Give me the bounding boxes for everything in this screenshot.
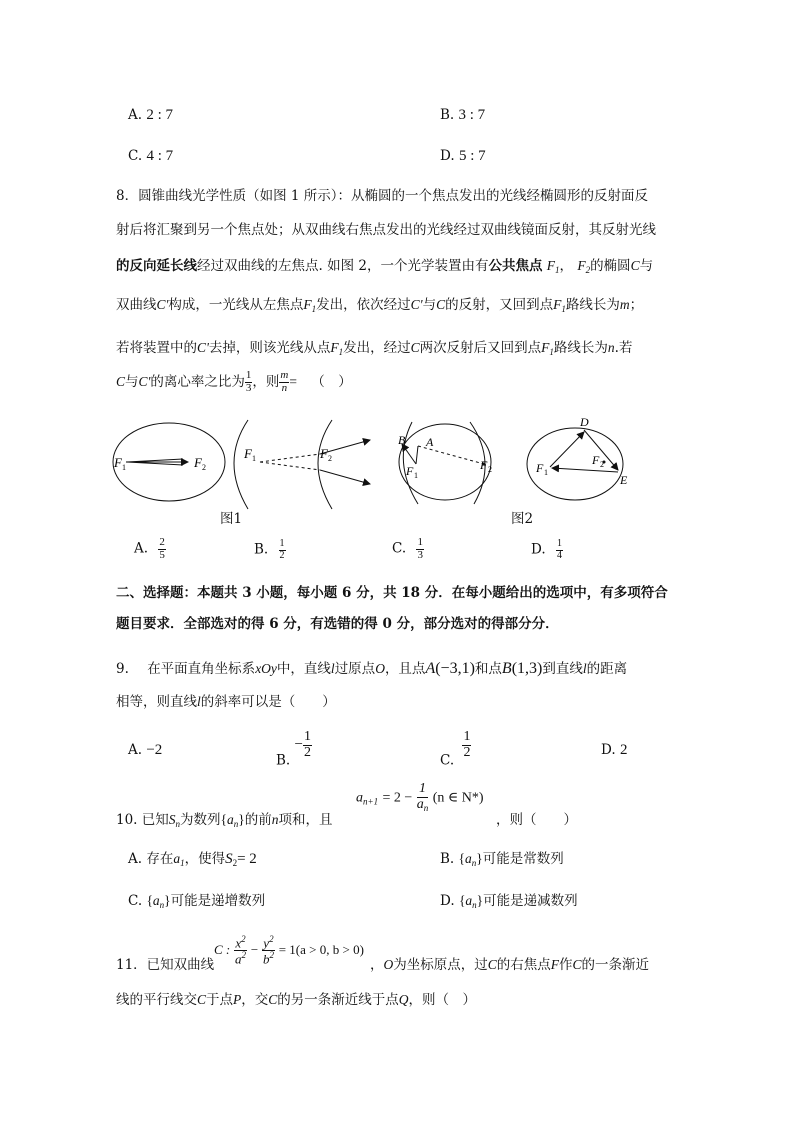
option-label: D.: [531, 541, 546, 558]
option-label: C.: [392, 540, 407, 557]
math-an-set: $\{a_n\}$: [146, 893, 171, 910]
svg-text:F: F: [480, 458, 488, 472]
math-an-set: $\{a_n\}$: [458, 893, 484, 910]
q7-option-a: [128, 107, 173, 124]
option-label: A.: [134, 540, 149, 557]
q8-line-2: 射后将汇聚到另一个焦点处；从双曲线右焦点发出的光线经过双曲线镜面反射，其反射光线: [116, 222, 656, 238]
question-number: 9.: [116, 661, 129, 677]
q11-line-1-end: [370, 953, 649, 973]
math-eq: = 2 −: [382, 790, 413, 806]
math-O: O: [375, 661, 385, 676]
math-eq: = 1(a > 0, b > 0): [278, 941, 364, 957]
math-fraction-y: $\frac{y^2}{b^2}$: [262, 934, 274, 967]
option-fraction: $\frac{2}{5}$: [159, 536, 165, 561]
text: 发出，依次经过: [316, 297, 411, 313]
q8-option-c: [392, 537, 424, 561]
svg-text:F: F: [244, 446, 252, 461]
math-m: m: [619, 297, 630, 312]
q10-option-d: [440, 889, 578, 910]
text: 中，直线: [276, 661, 331, 677]
option-value: −2: [146, 742, 163, 758]
q7-option-d: [440, 148, 486, 165]
q8-line-4: [116, 293, 643, 314]
section-heading-line-1: 二、选择题：本题共 3 小题，每小题 6 分，共 18 分．在每小题给出的选项中，有多项符合: [116, 585, 668, 601]
text: 和点: [474, 661, 502, 677]
q11-hyperbola-equation: C : $\frac{x^2}{a^2}$ − $\frac{y^2}{b^2}$ = 1(a > 0, b > 0): [214, 934, 364, 967]
math-B: B: [501, 660, 512, 677]
svg-text:F: F: [536, 461, 544, 475]
q9-option-b: [276, 730, 312, 769]
math-C: C: [630, 258, 640, 273]
text: 路线长为: [553, 340, 608, 356]
math-C-prime: C': [410, 297, 423, 312]
fig2-triangle-ellipse-diagram: [527, 415, 628, 500]
text: 与: [639, 258, 654, 274]
math-n: n: [271, 812, 279, 827]
svg-text:F: F: [406, 464, 414, 478]
q8-line-6: [116, 370, 352, 395]
svg-text:B: B: [398, 433, 406, 447]
math-C-prime: C': [156, 297, 169, 312]
q10-option-b: [440, 847, 564, 868]
q11-line-1-start: 11．已知双曲线: [116, 957, 215, 973]
text: 过原点: [334, 661, 376, 677]
text: 的斜率可以是（ ）: [200, 694, 336, 710]
text: 的椭圆: [590, 258, 631, 274]
math-Sn: $S_n$: [168, 812, 181, 829]
option-label: B.: [440, 107, 455, 123]
text: 项和，且: [278, 812, 333, 828]
q9-line-2: [116, 690, 336, 710]
fig2-caption: 图2: [511, 511, 534, 527]
q10-tail: ，则（ ）: [496, 812, 577, 828]
text: 作: [559, 957, 573, 973]
text: 与: [125, 374, 139, 390]
math-A-coord: (−3,1): [435, 660, 475, 677]
text: 存在: [146, 851, 174, 867]
option-label: B.: [440, 851, 455, 867]
math-n: n: [607, 340, 615, 355]
math-an-set: $\{a_n\}$: [220, 812, 245, 829]
math-C-prime: C': [197, 340, 209, 355]
option-fraction: $\frac{1}{2}$: [303, 729, 311, 760]
text: 线的平行线交: [116, 992, 197, 1008]
text: 10. 已知: [116, 812, 169, 828]
math-Q: Q: [398, 992, 409, 1007]
math-F: F: [550, 957, 560, 972]
option-label: B.: [254, 541, 269, 558]
q7-option-b: [440, 107, 485, 124]
option-label: D.: [440, 148, 455, 164]
math-an-set: $\{a_n\}$: [458, 851, 483, 868]
svg-text:2: 2: [202, 463, 206, 472]
q9-option-c: [440, 730, 471, 769]
text: 经过双曲线的左焦点. 如图 2，一个光学装置由有: [197, 258, 489, 274]
svg-text:A: A: [426, 435, 434, 449]
option-value: 2 : 7: [146, 107, 174, 123]
svg-text:E: E: [620, 473, 628, 487]
math-C: C: [197, 992, 207, 1007]
fraction-m-over-n: $\frac{m}{n}$: [280, 369, 289, 394]
option-label: C.: [128, 893, 143, 909]
svg-text:2: 2: [600, 460, 604, 469]
svg-text:D: D: [580, 415, 589, 429]
math-F1: $F_1$: [546, 258, 560, 275]
q8-option-d: [531, 539, 563, 561]
option-value: 2: [619, 742, 628, 758]
fig1-caption: 图1: [220, 511, 243, 527]
q7-option-c: [128, 148, 173, 165]
fig2-ellipse-hyperbola-diagram: [398, 422, 492, 504]
math-l: l: [197, 694, 201, 709]
q8-line-1: 8．圆锥曲线光学性质（如图 1 所示）：从椭圆的一个焦点发出的光线经椭圆形的反射面反: [116, 188, 649, 204]
math-C: C: [487, 957, 497, 972]
math-l: l: [582, 661, 587, 676]
option-label: C.: [440, 752, 455, 769]
svg-text:1: 1: [544, 468, 548, 477]
q8-line-5: [116, 336, 632, 357]
svg-text:F: F: [194, 455, 202, 470]
math-O: O: [383, 957, 394, 972]
q10-option-c: [128, 889, 265, 910]
option-fraction: $\frac{1}{3}$: [417, 536, 423, 561]
text: ，则（ ）: [408, 992, 477, 1008]
math-C: C: [116, 374, 126, 389]
q10-recurrence-formula: $a_{n+1} = 2$ − $\frac{1}{a_n}$ (n ∈ N*): [356, 781, 484, 813]
math-C: C :: [214, 941, 231, 957]
text: 为数列: [180, 812, 221, 828]
svg-text:1: 1: [252, 454, 256, 463]
fig1-ellipse-diagram: [113, 423, 225, 501]
text: 的距离: [586, 661, 628, 677]
option-text: 可能是递增数列: [170, 893, 266, 909]
option-sign: −: [294, 736, 303, 753]
q9-line-1: [116, 657, 627, 678]
text: ，则: [252, 374, 280, 390]
text: 双曲线: [116, 297, 157, 313]
q11-line-2: [116, 988, 476, 1008]
text: 与: [422, 297, 437, 313]
q9-option-d: [601, 742, 627, 759]
math-C: C: [268, 992, 278, 1007]
text: 去掉，则该光线从点: [208, 340, 331, 356]
math-A: A: [425, 660, 436, 677]
option-label: A.: [128, 107, 143, 123]
math-xOy: xOy: [255, 661, 277, 676]
text: 发出，经过: [343, 340, 411, 356]
fig1-hyperbola-diagram: [234, 420, 370, 509]
math-F2: $F_2$: [577, 258, 591, 275]
text: ；: [629, 297, 644, 313]
text: 路线长为: [565, 297, 620, 313]
equals-sign: =: [289, 374, 297, 389]
math-C-prime: C': [138, 374, 151, 389]
math-condition: (n ∈ N*): [432, 790, 484, 806]
math-P: P: [233, 992, 242, 1007]
svg-text:2: 2: [328, 454, 332, 463]
text: ，且点: [384, 661, 426, 677]
math-C: C: [572, 957, 582, 972]
svg-text:2: 2: [488, 465, 492, 474]
section-heading-line-2: 题目要求．全部选对的得 6 分，有选错的得 0 分，部分选对的得部分分．: [116, 616, 559, 632]
q10-option-a: A. 存在$a_1$，使得$S_2= 2$: [128, 851, 257, 868]
math-F1: $F_1$: [541, 340, 554, 357]
option-fraction: $\frac{1}{4}$: [556, 538, 562, 561]
text: 的前: [244, 812, 272, 828]
answer-bracket: （ ）: [311, 374, 352, 390]
math-fraction-x: $\frac{x^2}{a^2}$: [235, 934, 247, 967]
q8-option-a: [134, 537, 166, 561]
option-value: 4 : 7: [146, 148, 174, 164]
math-l: l: [330, 661, 335, 676]
svg-text:F: F: [114, 455, 122, 470]
text: 构成，一光线从左焦点: [168, 297, 304, 313]
math-C: C: [436, 297, 446, 312]
option-label: A.: [128, 851, 143, 867]
option-value: 3 : 7: [458, 107, 486, 123]
text: 的离心率之比为: [150, 374, 245, 390]
option-value: 5 : 7: [458, 148, 486, 164]
option-label: D.: [601, 742, 616, 758]
q10-line-1: [116, 808, 332, 829]
text: 的一条渐近: [581, 957, 650, 973]
q9-option-a: [128, 742, 162, 759]
text: .若: [614, 340, 633, 356]
svg-text:1: 1: [414, 471, 418, 480]
math-C: C: [410, 340, 420, 355]
text: 若将装置中的: [116, 340, 197, 356]
math-F1: $F_1$: [303, 297, 317, 314]
text: 的右焦点: [496, 957, 551, 973]
bold-phrase: 公共焦点: [488, 258, 543, 274]
option-label: D.: [440, 893, 455, 909]
text: ，: [370, 957, 384, 973]
math-fraction: $\frac{1}{a_n}$: [416, 781, 429, 813]
math-B-coord: (1,3): [511, 660, 543, 677]
math-a1: $a_1$: [173, 851, 185, 868]
optics-figures: [100, 412, 720, 524]
text: 的另一条渐近线于点: [277, 992, 399, 1008]
option-label: C.: [128, 148, 143, 164]
svg-text:1: 1: [122, 463, 126, 472]
bold-phrase: 的反向延长线: [116, 258, 197, 274]
text: 相等，则直线: [116, 694, 197, 710]
option-fraction: $\frac{1}{2}$: [279, 538, 285, 561]
text: 于点: [206, 992, 234, 1008]
svg-text:F: F: [320, 446, 328, 461]
option-text: 可能是递减数列: [483, 893, 578, 909]
text: 为坐标原点，过: [393, 957, 488, 973]
text: 在平面直角坐标系: [147, 661, 256, 677]
math-S: S: [225, 851, 233, 867]
text: 两次反射后又回到点: [419, 340, 542, 356]
text: ，使得: [184, 851, 226, 867]
text: 的反射，又回到点: [445, 297, 554, 313]
option-label: B.: [276, 752, 291, 769]
fraction-ratio: $\frac{1}{3}$: [245, 369, 252, 394]
option-label: A.: [128, 742, 143, 758]
svg-text:F: F: [592, 453, 600, 467]
math-F1: $F_1$: [553, 297, 566, 314]
q8-line-3: 的反向延长线经过双曲线的左焦点. 如图 2，一个光学装置由有公共焦点 $F_1$， $F_2$的椭圆C与: [116, 258, 654, 275]
option-fraction: $\frac{1}{2}$: [463, 729, 471, 760]
q8-option-b: [254, 539, 286, 561]
math-value: = 2: [237, 851, 257, 867]
math-F1: $F_1$: [330, 340, 344, 357]
text: ，交: [241, 992, 269, 1008]
option-text: 可能是常数列: [482, 851, 564, 867]
text: 到直线: [542, 661, 583, 677]
math-a: a: [356, 790, 363, 806]
